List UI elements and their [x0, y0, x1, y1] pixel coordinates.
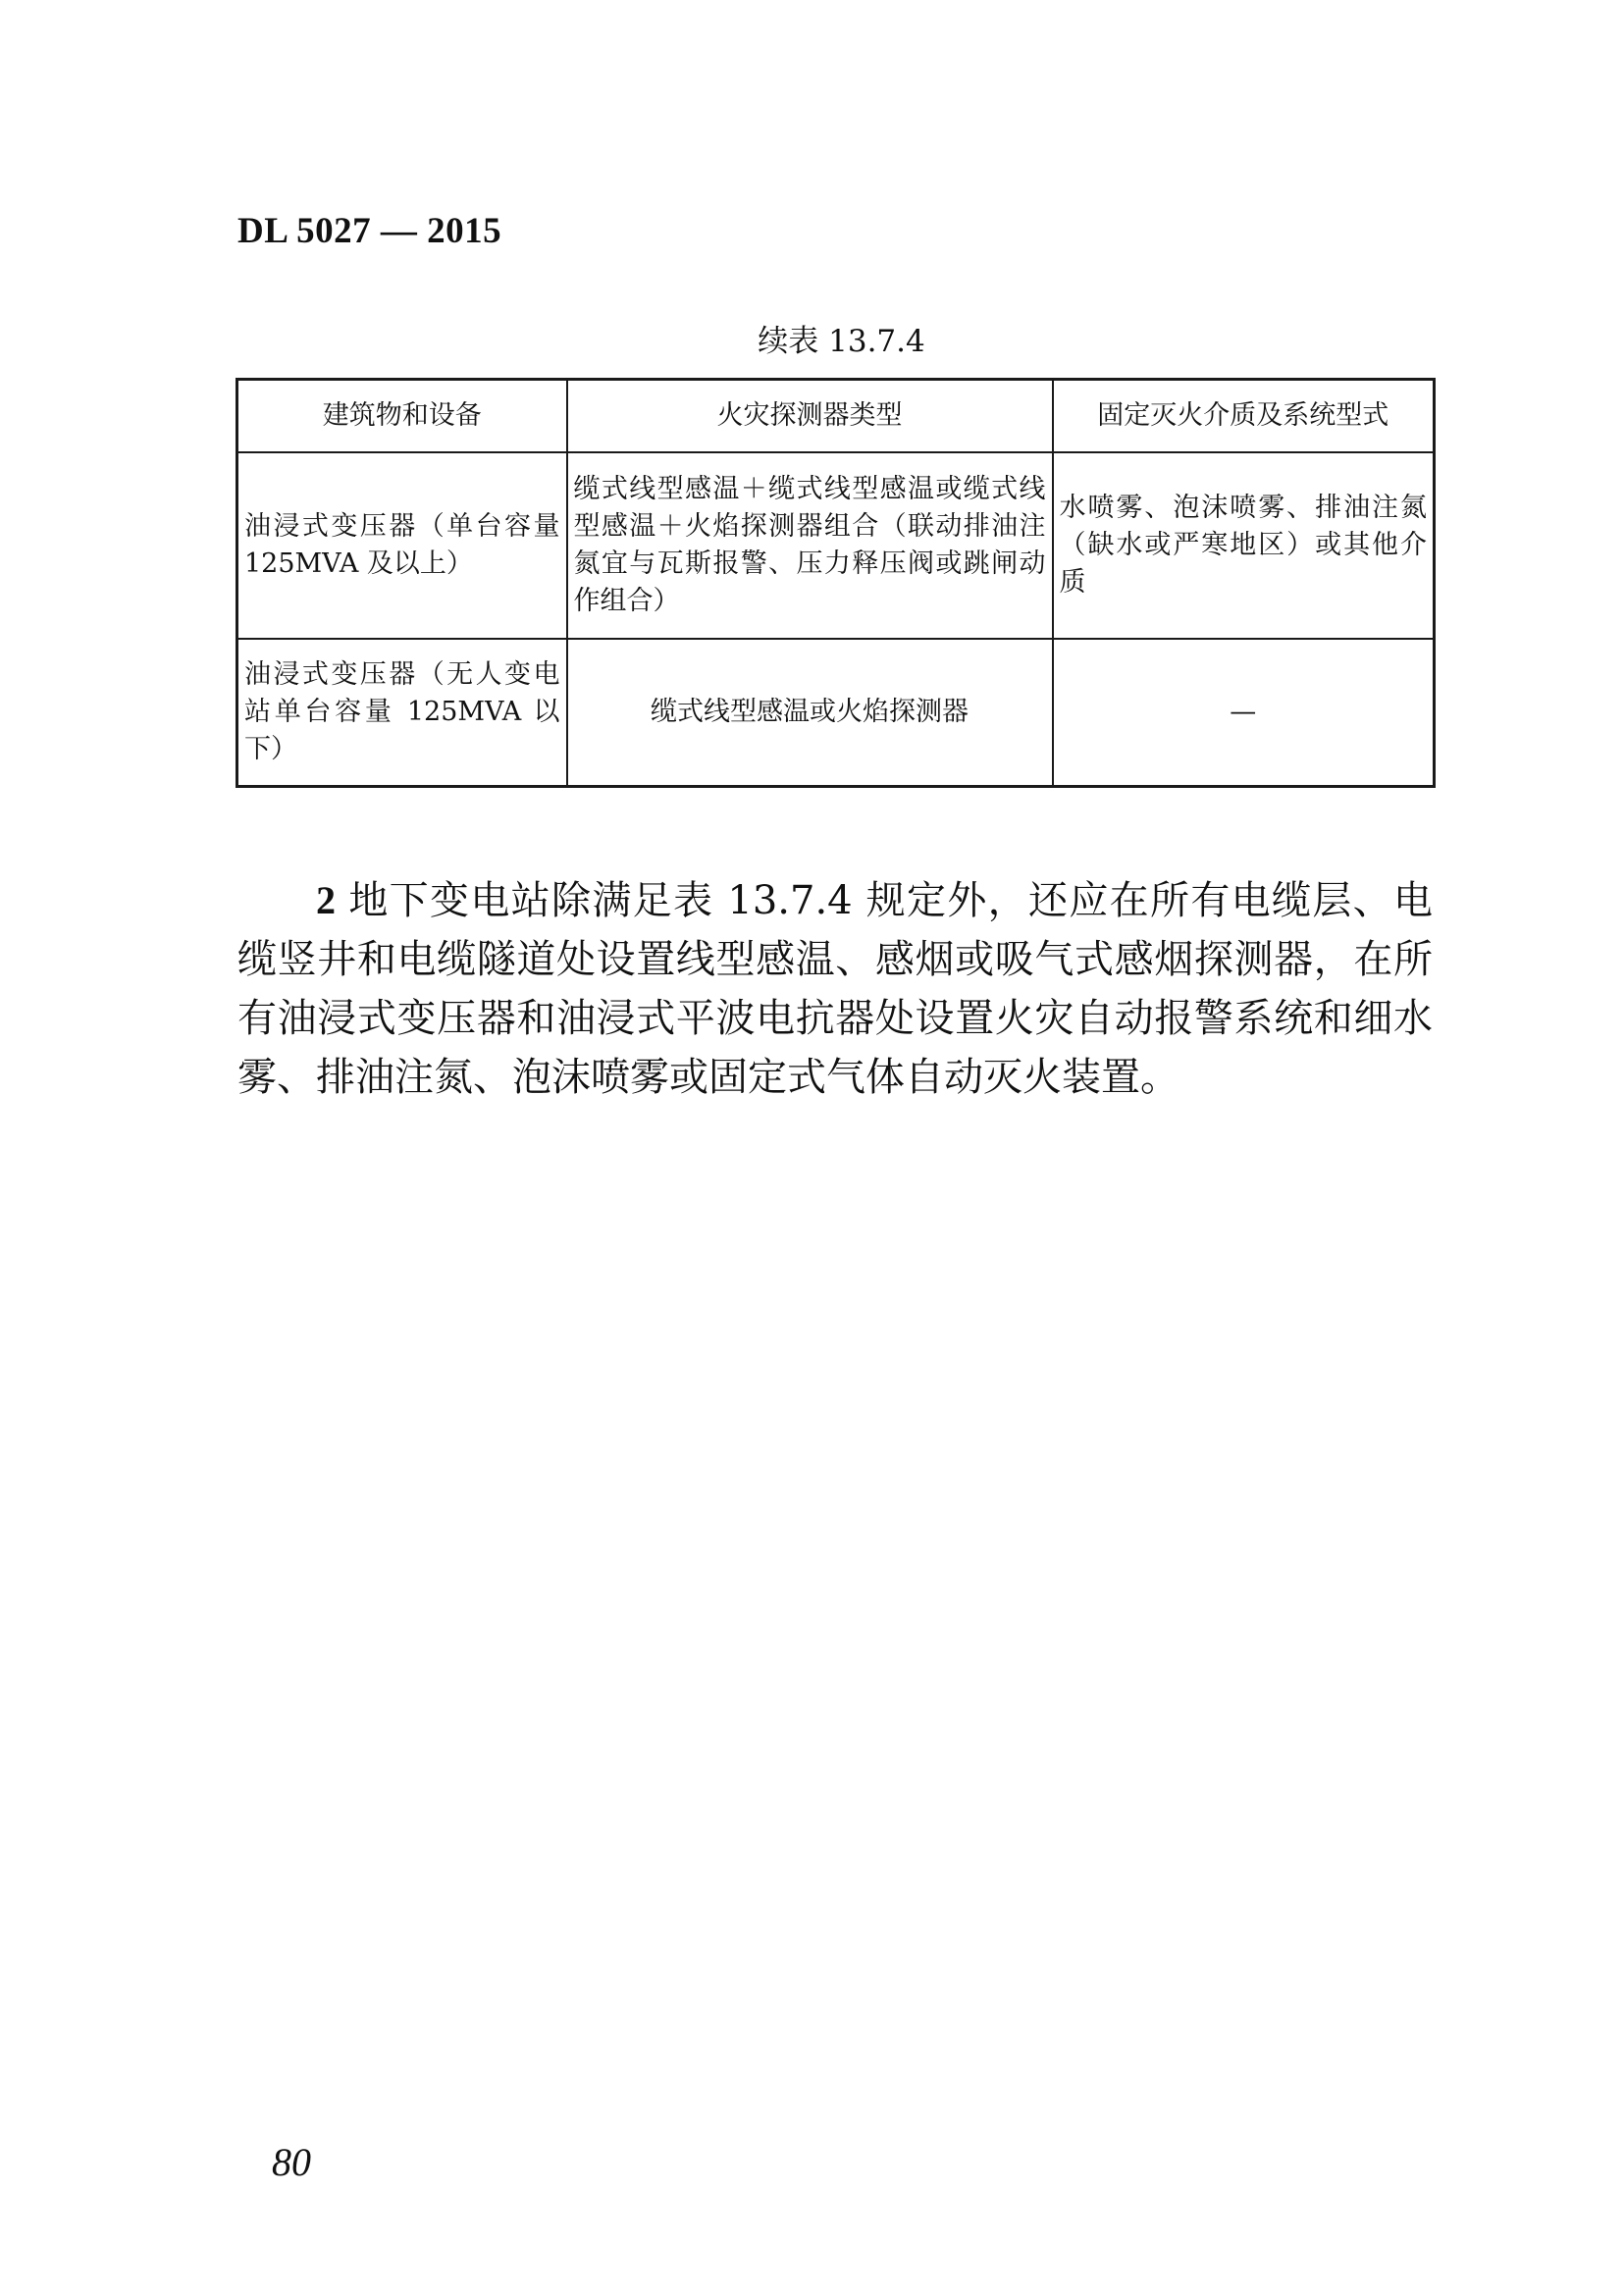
clause-paragraph: [237, 871, 1433, 1107]
cell-equipment: 油浸式变压器（无人变电站单台容量 125MVA 以下）: [237, 639, 567, 787]
clause-number: 2: [316, 878, 336, 922]
column-header-equipment: 建筑物和设备: [237, 380, 567, 453]
column-header-extinguishing-system: 固定灭火介质及系统型式: [1053, 380, 1435, 453]
table-caption: 续表 13.7.4: [758, 324, 925, 359]
cell-equipment: 油浸式变压器（单台容量 125MVA 及以上）: [237, 452, 567, 639]
page-number: 80: [272, 2140, 311, 2184]
cell-detector: 缆式线型感温＋缆式线型感温或缆式线型感温＋火焰探测器组合（联动排油注氮宜与瓦斯报警、压力释压阀或跳闸动作组合）: [567, 452, 1053, 639]
column-header-detector-type: 火灾探测器类型: [567, 380, 1053, 453]
table-header-row: [237, 380, 1435, 453]
cell-extinguishing: 水喷雾、泡沫喷雾、排油注氮（缺水或严寒地区）或其他介质: [1053, 452, 1435, 639]
standard-code-header: DL 5027 — 2015: [237, 211, 502, 251]
cell-extinguishing: —: [1053, 639, 1435, 787]
fire-detection-table: [236, 378, 1436, 788]
table-row: [237, 452, 1435, 639]
table-row: [237, 639, 1435, 787]
clause-text: 地下变电站除满足表 13.7.4 规定外，还应在所有电缆层、电缆竖井和电缆隧道处设置线型感温、感烟或吸气式感烟探测器，在所有油浸式变压器和油浸式平波电抗器处设置火灾自动报警系统和细水雾、排油注氮、泡沫喷雾或固定式气体自动灭火装置。: [237, 878, 1433, 1100]
cell-detector: 缆式线型感温或火焰探测器: [567, 639, 1053, 787]
